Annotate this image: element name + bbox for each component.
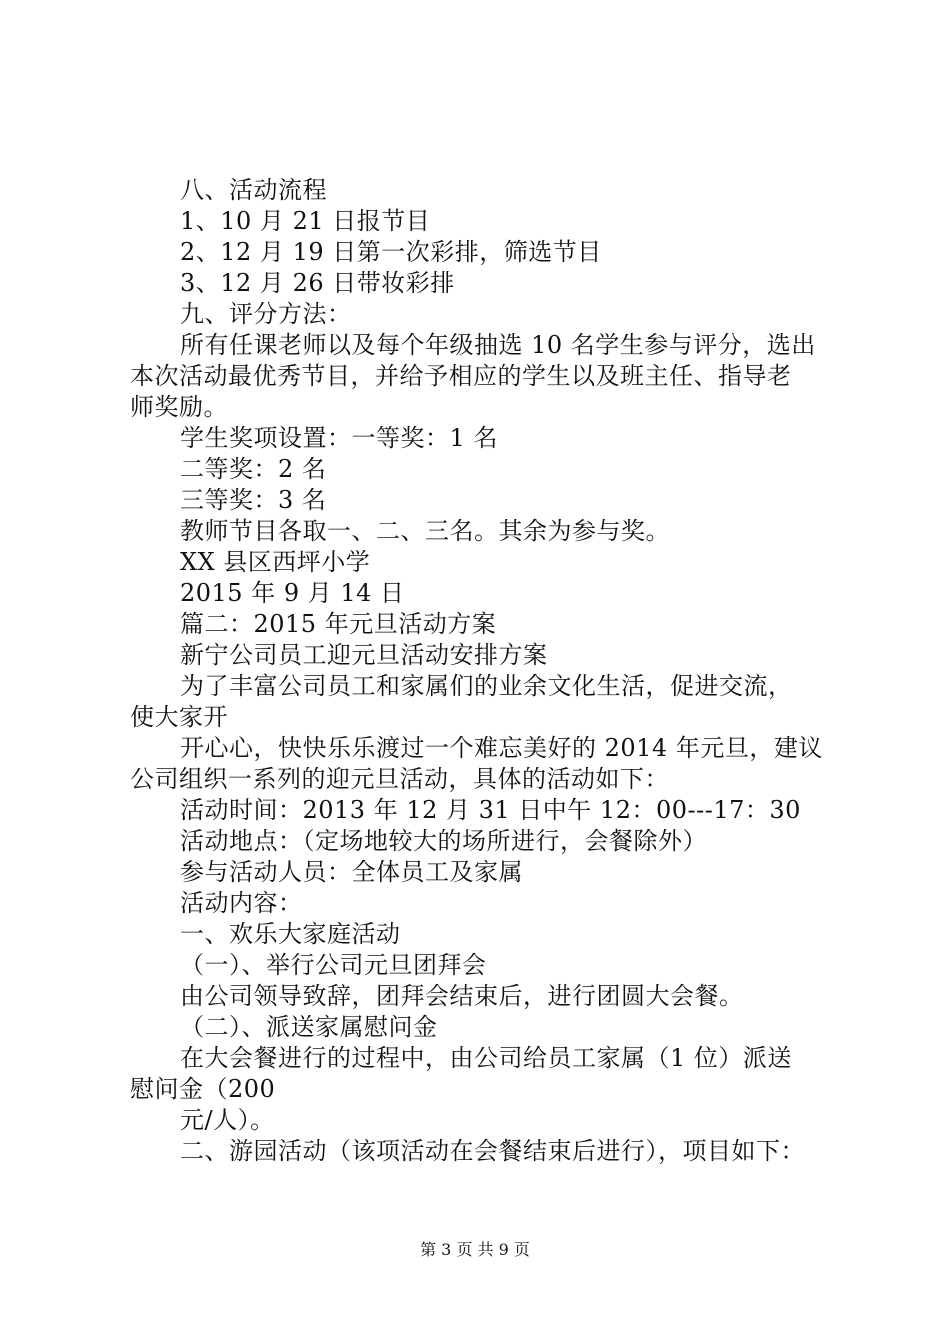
teacher-awards: 教师节目各取一、二、三名。其余为参与奖。 — [180, 517, 670, 545]
flow-step-3: 3、12 月 26 日带妆彩排 — [180, 269, 455, 297]
subsection-new-year-gathering: （一）、举行公司元旦团拜会 — [180, 951, 487, 979]
document-date: 2015 年 9 月 14 日 — [180, 579, 405, 607]
student-awards-third: 三等奖：3 名 — [180, 486, 327, 514]
activity-location: 活动地点：（定场地较大的场所进行，会餐除外） — [180, 827, 707, 855]
subsection-family-bonus: （二）、派送家属慰问金 — [180, 1013, 438, 1041]
scoring-paragraph-line: 本次活动最优秀节目，并给予相应的学生以及班主任、指导老 — [130, 362, 792, 390]
bonus-paragraph-line: 元/人）。 — [180, 1106, 275, 1134]
intro-paragraph-line: 公司组织一系列的迎元旦活动，具体的活动如下： — [130, 765, 669, 793]
flow-step-1: 1、10 月 21 日报节目 — [180, 207, 431, 235]
scoring-paragraph-line: 师奖励。 — [130, 393, 228, 421]
plan-title: 新宁公司员工迎元旦活动安排方案 — [180, 641, 548, 669]
activity-participants: 参与活动人员：全体员工及家属 — [180, 858, 523, 886]
student-awards-first: 学生奖项设置：一等奖：1 名 — [180, 424, 498, 452]
heading-scoring-method: 九、评分方法： — [180, 300, 352, 328]
flow-step-2: 2、12 月 19 日第一次彩排，筛选节目 — [180, 238, 602, 266]
intro-paragraph-line: 为了丰富公司员工和家属们的业余文化生活，促进交流， — [180, 672, 793, 700]
gathering-description: 由公司领导致辞，团拜会结束后，进行团圆大会餐。 — [180, 982, 744, 1010]
heading-activity-flow: 八、活动流程 — [180, 176, 327, 204]
section-garden-activity: 二、游园活动（该项活动在会餐结束后进行），项目如下： — [180, 1137, 805, 1165]
activity-content-heading: 活动内容： — [180, 889, 303, 917]
scoring-paragraph-line: 所有任课老师以及每个年级抽选 10 名学生参与评分，选出 — [180, 331, 816, 359]
school-name: XX 县区西坪小学 — [180, 548, 371, 576]
intro-paragraph-line: 开心心，快快乐乐渡过一个难忘美好的 2014 年元旦，建议 — [180, 734, 823, 762]
bonus-paragraph-line: 慰问金（200 — [130, 1075, 276, 1103]
activity-time: 活动时间：2013 年 12 月 31 日中午 12：00---17：30 — [180, 796, 801, 824]
section-family-activity: 一、欢乐大家庭活动 — [180, 920, 401, 948]
chapter-two-title: 篇二：2015 年元旦活动方案 — [180, 610, 497, 638]
student-awards-second: 二等奖：2 名 — [180, 455, 327, 483]
page-number-footer: 第 3 页 共 9 页 — [420, 1240, 530, 1259]
bonus-paragraph-line: 在大会餐进行的过程中，由公司给员工家属（1 位）派送 — [180, 1044, 792, 1072]
intro-paragraph-line: 使大家开 — [130, 703, 228, 731]
